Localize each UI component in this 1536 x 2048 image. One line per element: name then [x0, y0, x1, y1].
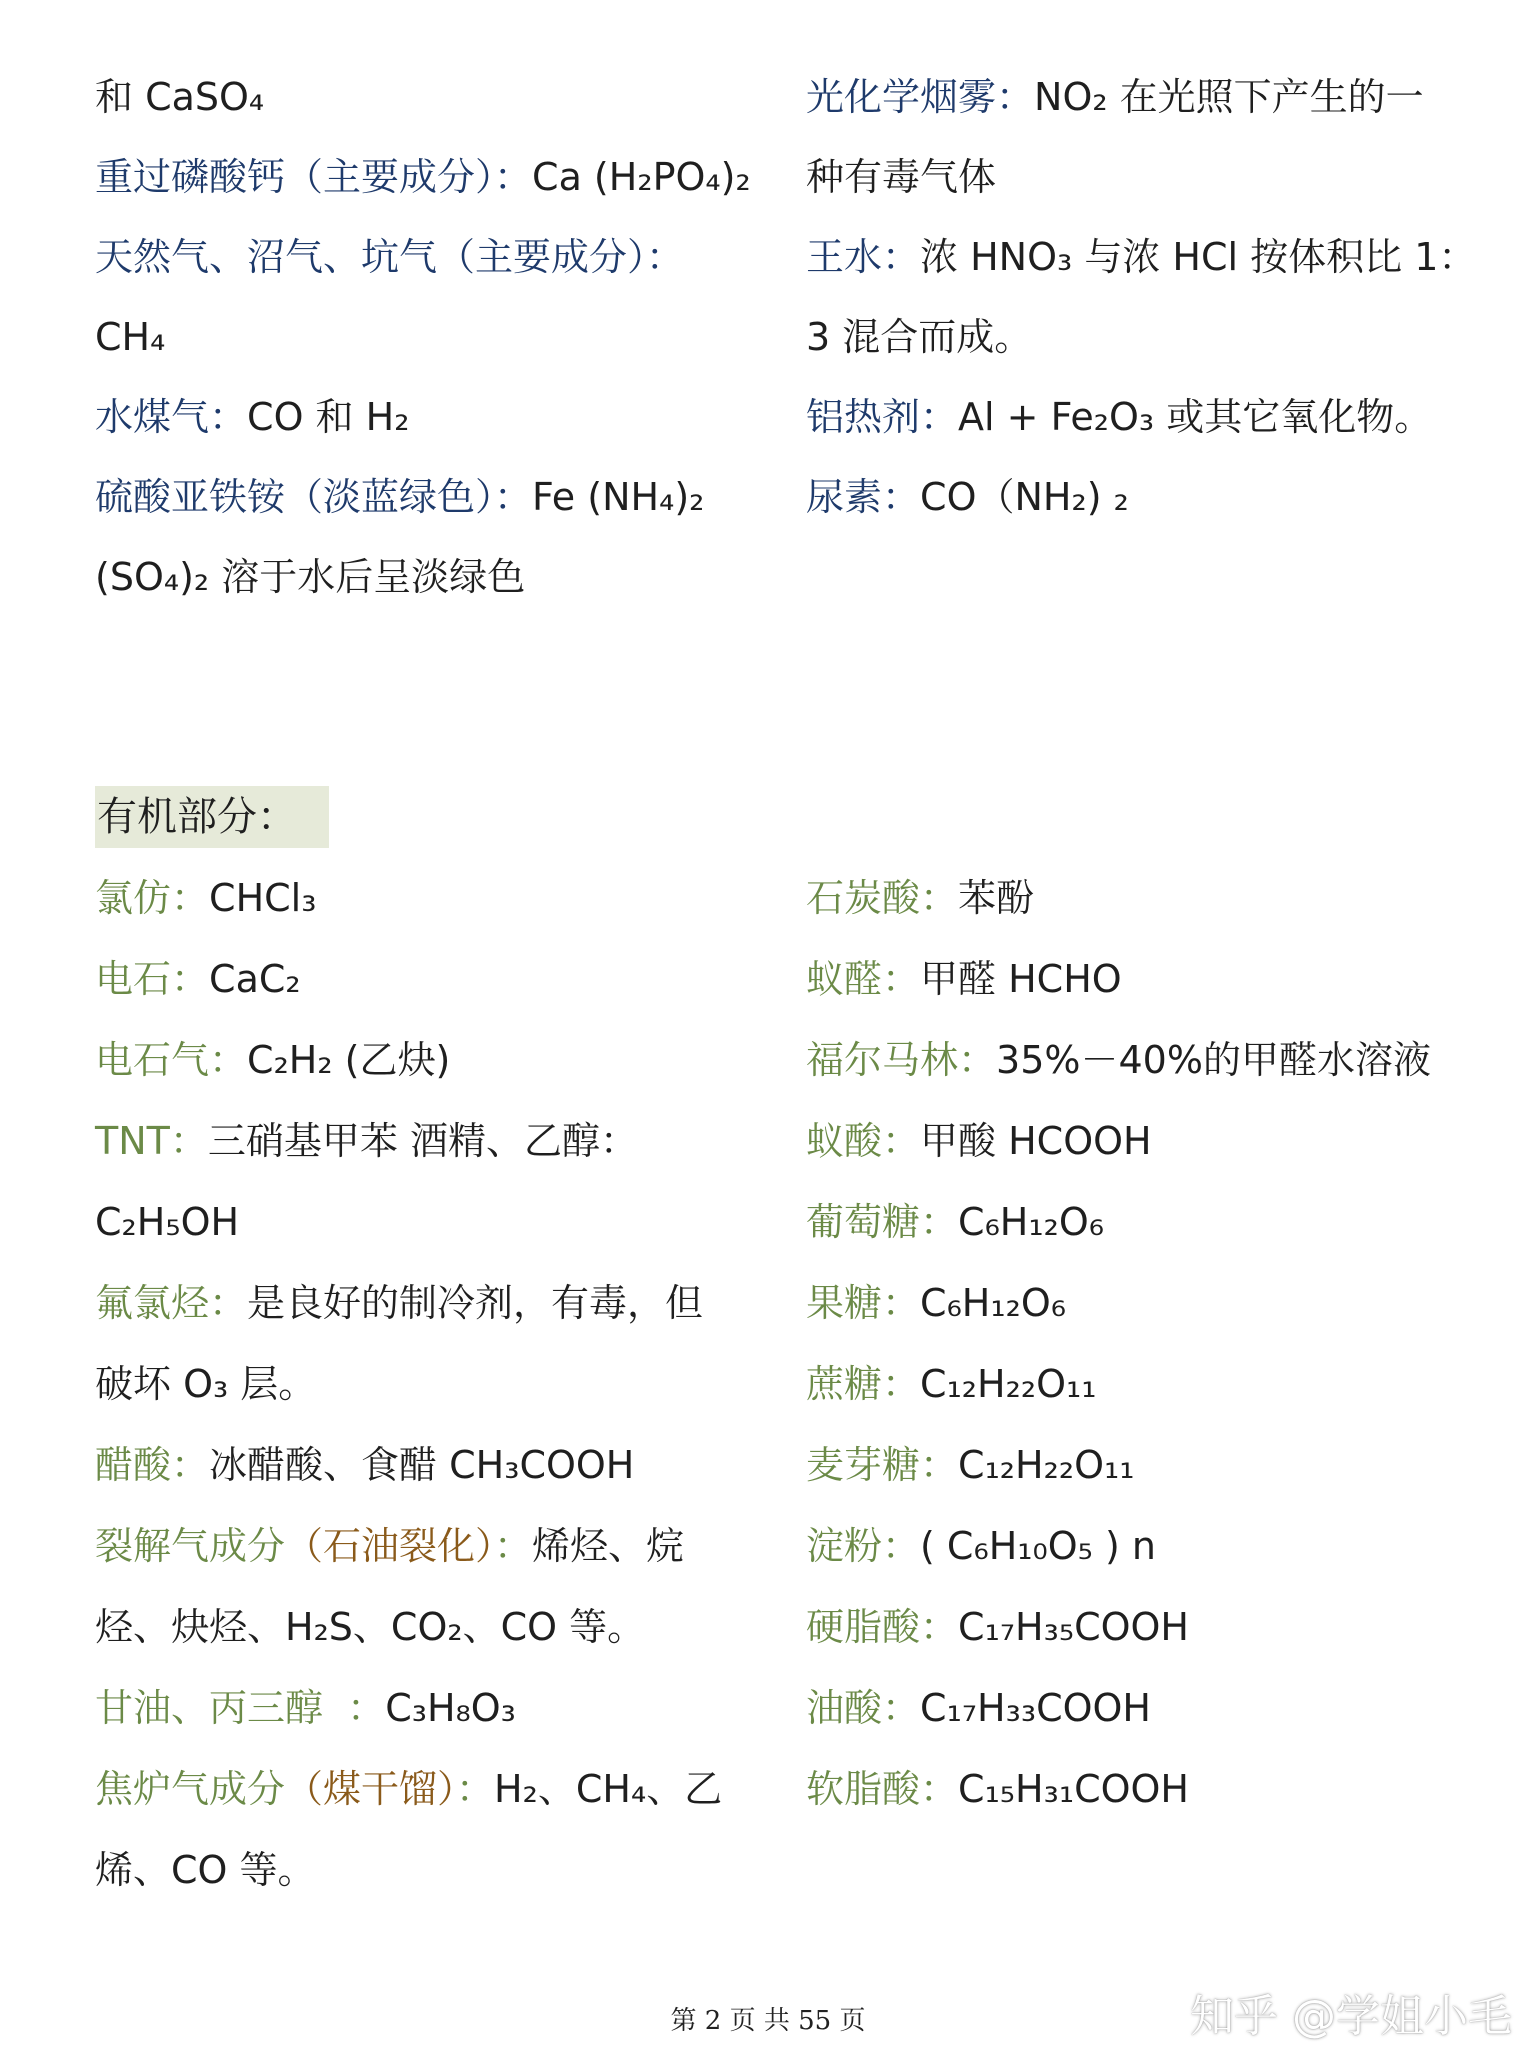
separator: ：: [920, 876, 959, 920]
definition-line: [806, 873, 1034, 923]
term: 水煤气: [95, 395, 210, 439]
line-text: 种有毒气体: [806, 155, 997, 199]
term: 硬脂酸: [806, 1605, 921, 1649]
term: 氯仿: [95, 876, 172, 920]
separator: ：: [494, 475, 533, 519]
term: 电石: [95, 957, 172, 1001]
text-line: [95, 72, 264, 122]
text-line: [95, 1845, 316, 1895]
definition-line: [95, 232, 684, 282]
separator: ：: [494, 155, 533, 199]
term: 淀粉: [806, 1524, 883, 1568]
line-text: 烃、炔烃、H₂S、CO₂、CO 等。: [95, 1605, 646, 1649]
separator: ：: [882, 1362, 921, 1406]
definition-value: Al + Fe₂O₃ 或其它氧化物。: [958, 395, 1433, 439]
definition-value: C₂H₂ (乙炔): [247, 1038, 451, 1082]
definition-line: [95, 1116, 638, 1166]
term: TNT: [95, 1119, 170, 1163]
definition-value: CaC₂: [209, 957, 301, 1001]
definition-value: C₆H₁₂O₆: [920, 1281, 1066, 1325]
term: 麦芽糖: [806, 1443, 921, 1487]
definition-line: [95, 1440, 634, 1490]
definition-line: [806, 1116, 1152, 1166]
separator: ：: [882, 957, 921, 1001]
definition-value: NO₂ 在光照下产生的一: [1034, 75, 1424, 119]
definition-value: C₁₇H₃₃COOH: [920, 1686, 1151, 1730]
definition-value: 甲醛 HCHO: [920, 957, 1122, 1001]
definition-value: Fe (NH₄)₂: [532, 475, 705, 519]
term: 硫酸亚铁铵（淡蓝绿色）: [95, 475, 495, 519]
separator: ：: [456, 1767, 495, 1811]
definition-value: ( C₆H₁₀O₅ ) n: [920, 1524, 1156, 1568]
term: 尿素: [806, 475, 883, 519]
definition-line: [95, 152, 751, 202]
definition-line: [95, 1278, 703, 1328]
line-text: 烯、CO 等。: [95, 1848, 316, 1892]
definition-line: [806, 1683, 1151, 1733]
definition-value: 烯烃、烷: [532, 1524, 685, 1568]
definition-line: [806, 1602, 1189, 1652]
separator: ：: [920, 1605, 959, 1649]
definition-line: [806, 472, 1129, 522]
separator: ：: [920, 1200, 959, 1244]
separator: ：: [958, 1038, 997, 1082]
term-parenthetical: （石油裂化）: [285, 1524, 495, 1568]
definition-line: [806, 232, 1476, 282]
watermark: 知乎 @学姐小毛: [1190, 1991, 1512, 2042]
definition-line: [95, 472, 704, 522]
definition-line: [95, 392, 409, 442]
section-title: 有机部分：: [95, 786, 329, 848]
definition-value: 冰醋酸、食醋 CH₃COOH: [209, 1443, 635, 1487]
term: 光化学烟雾: [806, 75, 997, 119]
term: 焦炉气成分: [95, 1767, 286, 1811]
term: 果糖: [806, 1281, 883, 1325]
text-line: [95, 312, 165, 362]
text-line: [95, 1602, 645, 1652]
definition-line: [95, 873, 316, 923]
separator: ：: [882, 1281, 921, 1325]
definition-line: [806, 1359, 1096, 1409]
separator: ：: [882, 1524, 921, 1568]
separator: ：: [171, 876, 210, 920]
definition-value: C₁₂H₂₂O₁₁: [958, 1443, 1135, 1487]
separator: ：: [996, 75, 1035, 119]
definition-line: [806, 1764, 1189, 1814]
definition-value: H₂、CH₄、乙: [494, 1767, 723, 1811]
term: 石炭酸: [806, 876, 921, 920]
term: 软脂酸: [806, 1767, 921, 1811]
term: 王水: [806, 235, 883, 279]
separator: ：: [882, 235, 921, 279]
definition-line: [806, 392, 1432, 442]
text-line: [95, 1197, 239, 1247]
term: 氟氯烃: [95, 1281, 210, 1325]
term: 醋酸: [95, 1443, 172, 1487]
definition-value: C₆H₁₂O₆: [958, 1200, 1104, 1244]
separator: ：: [920, 1767, 959, 1811]
definition-value: CO 和 H₂: [247, 395, 410, 439]
definition-value: 三硝基甲苯 酒精、乙醇：: [207, 1119, 638, 1163]
definition-value: CO（NH₂) ₂: [920, 475, 1129, 519]
separator: ：: [209, 1281, 248, 1325]
separator: ：: [209, 1038, 248, 1082]
definition-value: 35%－40%的甲醛水溶液: [996, 1038, 1431, 1082]
term: 蚁酸: [806, 1119, 883, 1163]
definition-value: C₁₂H₂₂O₁₁: [920, 1362, 1097, 1406]
definition-value: 是良好的制冷剂，有毒，但: [247, 1281, 704, 1325]
term: 裂解气成分: [95, 1524, 286, 1568]
definition-line: [95, 954, 301, 1004]
separator: ：: [882, 1119, 921, 1163]
definition-value: 浓 HNO₃ 与浓 HCl 按体积比 1：: [920, 235, 1477, 279]
separator: ：: [920, 395, 959, 439]
definition-value: C₃H₈O₃: [385, 1686, 516, 1730]
definition-line: [806, 1521, 1156, 1571]
text-line: [95, 1359, 316, 1409]
text-line: [806, 152, 996, 202]
term: 天然气、沼气、坑气（主要成分）: [95, 235, 647, 279]
separator: ：: [171, 957, 210, 1001]
separator: ：: [882, 475, 921, 519]
definition-line: [95, 1764, 722, 1814]
definition-line: [806, 72, 1424, 122]
term: 福尔马林: [806, 1038, 959, 1082]
definition-value: 甲酸 HCOOH: [920, 1119, 1152, 1163]
line-text: 破坏 O₃ 层。: [95, 1362, 317, 1406]
term: 油酸: [806, 1686, 883, 1730]
line-text: CH₄: [95, 315, 166, 359]
separator: ：: [646, 235, 685, 279]
definition-value: CHCl₃: [209, 876, 317, 920]
definition-value: Ca (H₂PO₄)₂: [532, 155, 751, 199]
term: 重过磷酸钙（主要成分）: [95, 155, 495, 199]
definition-line: [806, 1440, 1134, 1490]
definition-value: 苯酚: [958, 876, 1035, 920]
term: 甘油、丙三醇: [95, 1686, 324, 1730]
separator: ：: [323, 1686, 386, 1730]
definition-line: [806, 1197, 1104, 1247]
separator: ：: [882, 1686, 921, 1730]
definition-line: [806, 1278, 1066, 1328]
term: 葡萄糖: [806, 1200, 921, 1244]
line-text: C₂H₅OH: [95, 1200, 240, 1244]
definition-line: [806, 1035, 1431, 1085]
line-text: (SO₄)₂ 溶于水后呈淡绿色: [95, 555, 526, 599]
separator: ：: [494, 1524, 533, 1568]
definition-value: C₁₇H₃₅COOH: [958, 1605, 1189, 1649]
term: 铝热剂: [806, 395, 921, 439]
definition-line: [95, 1035, 450, 1085]
separator: ：: [209, 395, 248, 439]
separator: ：: [171, 1443, 210, 1487]
term: 蚁醛: [806, 957, 883, 1001]
text-line: [95, 552, 525, 602]
definition-value: C₁₅H₃₁COOH: [958, 1767, 1189, 1811]
term: 蔗糖: [806, 1362, 883, 1406]
page-number: 第 2 页 共 55 页: [670, 2006, 866, 2036]
text-line: [806, 312, 1032, 362]
line-text: 3 混合而成。: [806, 315, 1033, 359]
separator: ：: [920, 1443, 959, 1487]
definition-line: [95, 1683, 516, 1733]
term: 电石气: [95, 1038, 210, 1082]
term-parenthetical: （煤干馏）: [285, 1767, 457, 1811]
definition-line: [806, 954, 1122, 1004]
separator: ：: [169, 1119, 208, 1163]
definition-line: [95, 1521, 684, 1571]
line-text: 和 CaSO₄: [95, 75, 265, 119]
